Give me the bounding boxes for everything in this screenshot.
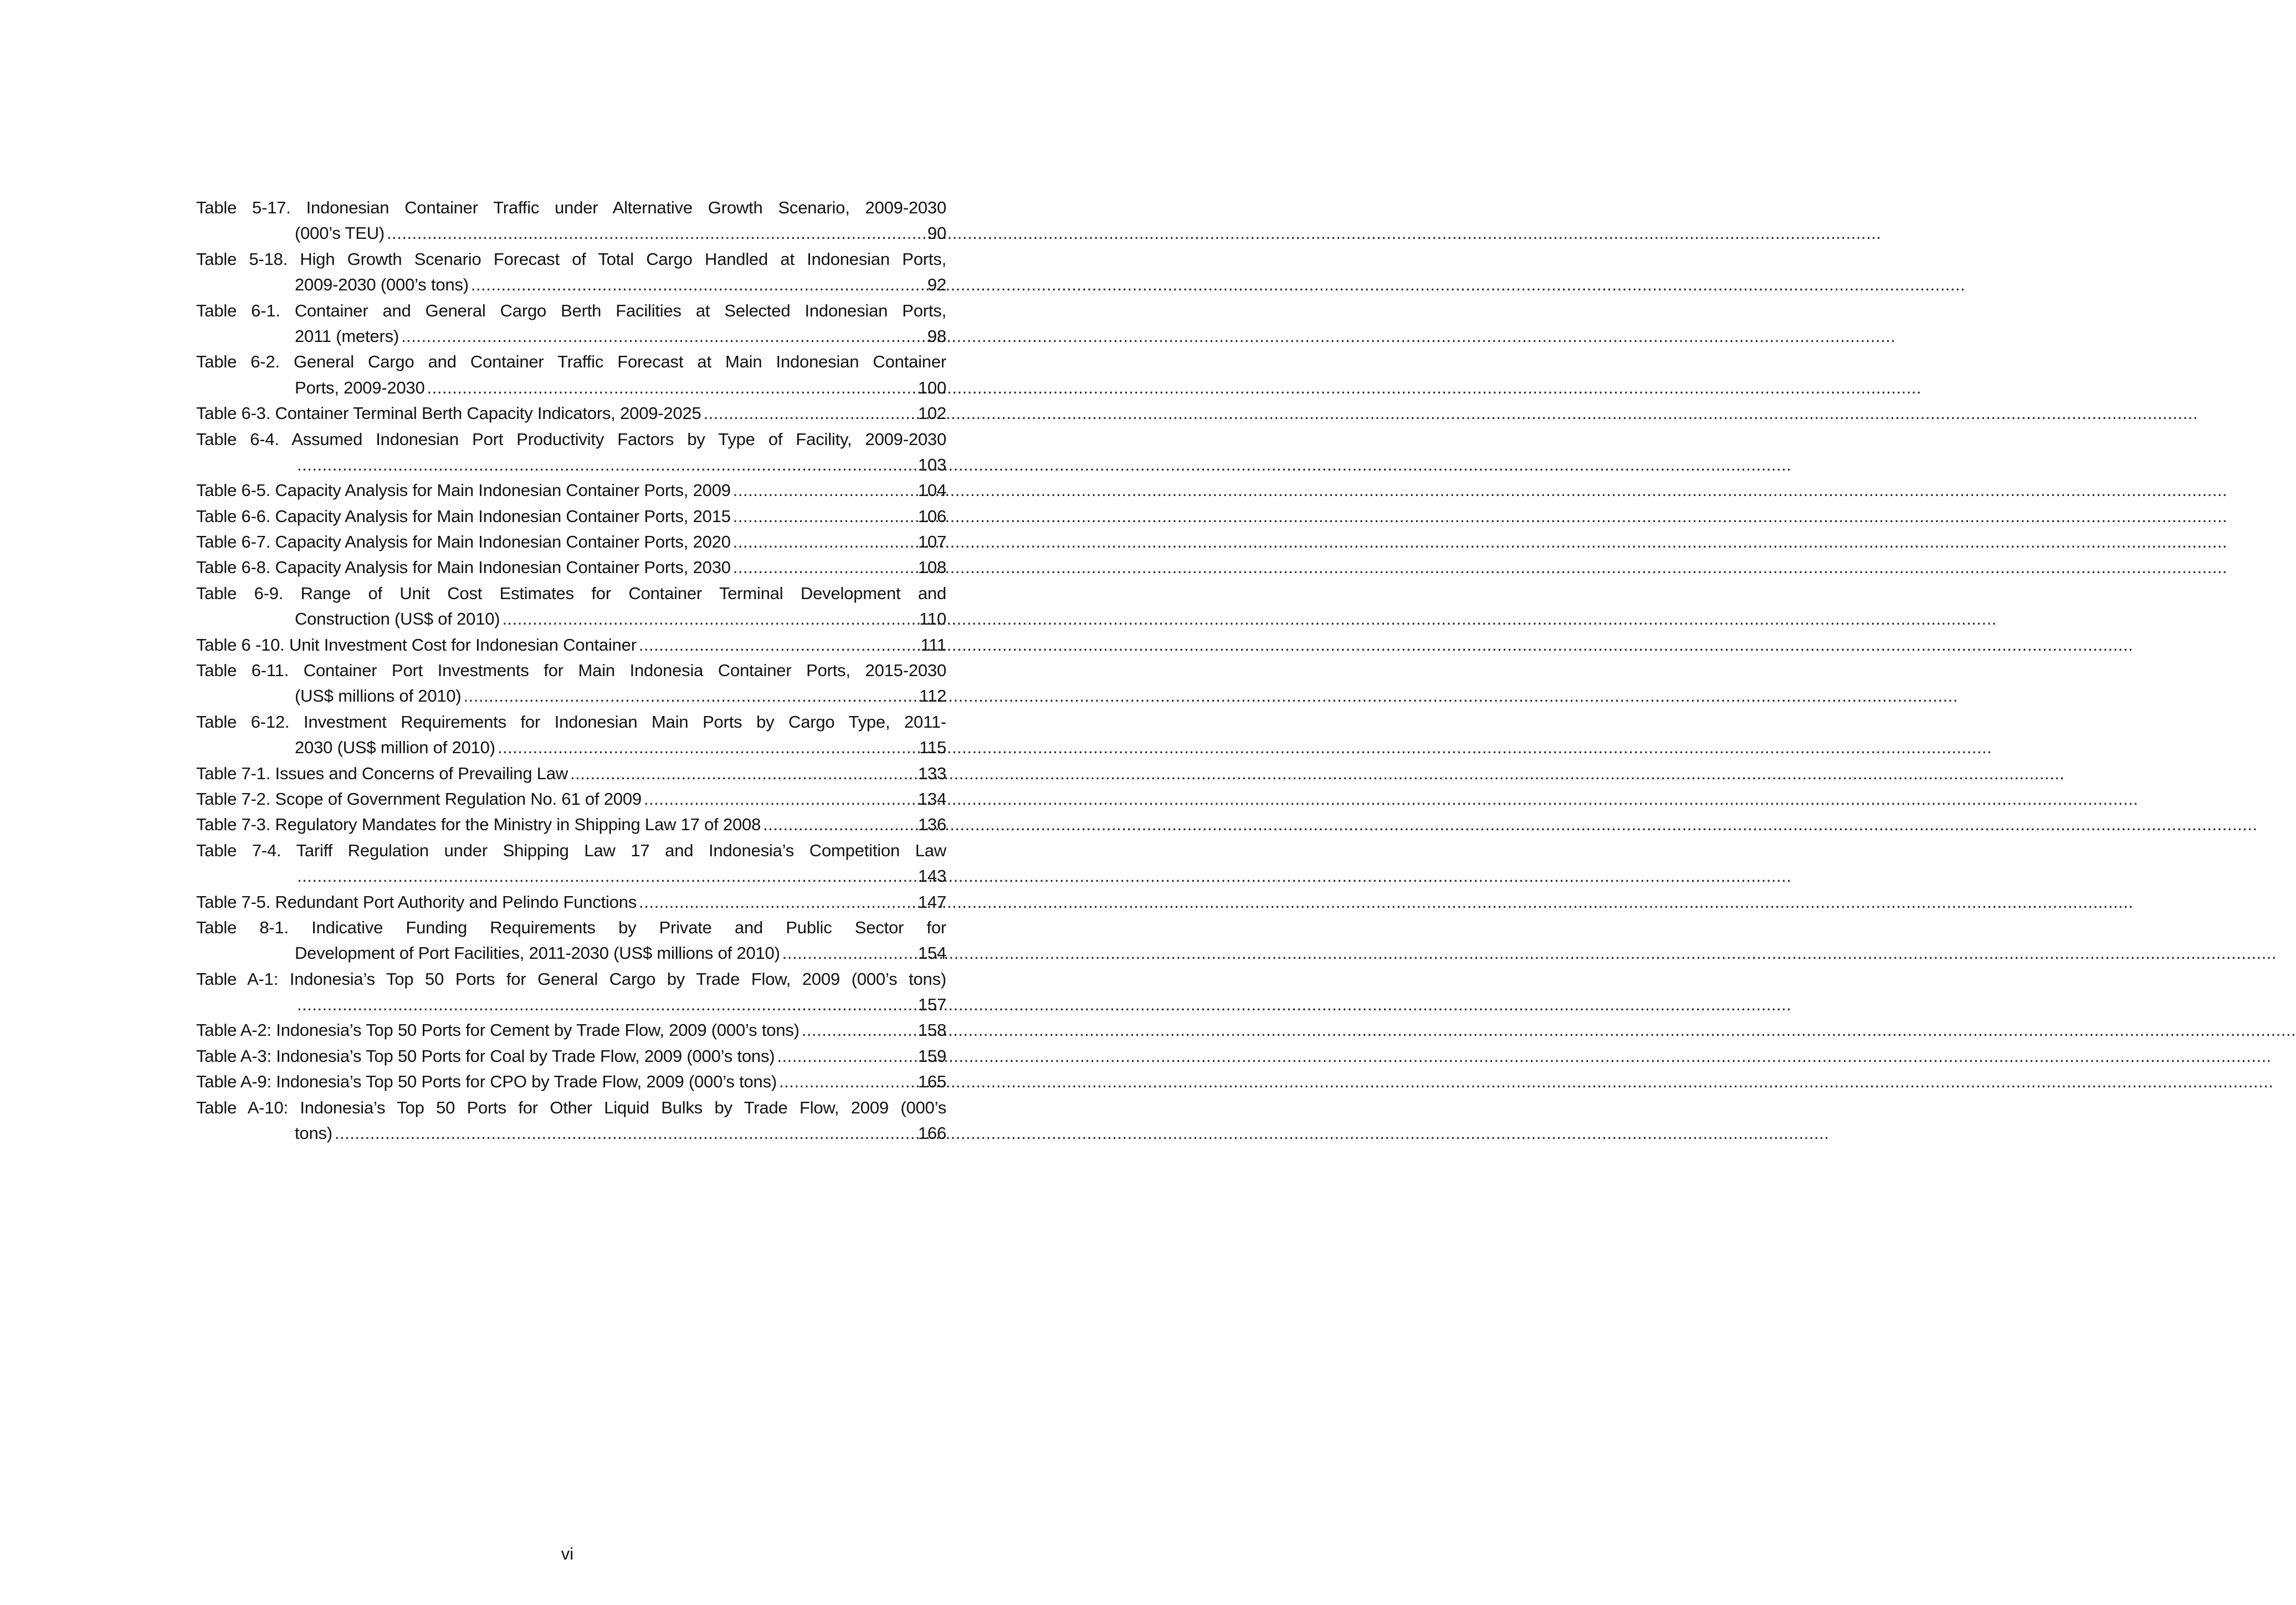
toc-entry-title: Table 8-1. Indicative Funding Requirements by Private and Public Sector for — [196, 917, 946, 937]
toc-entry[interactable] — [196, 1018, 946, 1044]
toc-entry-line — [196, 915, 946, 940]
toc-entry[interactable] — [196, 786, 946, 812]
document-page — [0, 0, 1135, 1605]
toc-entry-line — [196, 427, 946, 452]
toc-entry-title: Table A-3: Indonesia’s Top 50 Ports for Coal by Trade Flow, 2009 (000’s tons) — [196, 1046, 775, 1066]
toc-entry[interactable] — [196, 195, 946, 247]
toc-page-number: 115 — [919, 738, 946, 758]
toc-entry-title: Table A-10: Indonesia’s Top 50 Ports for Other Liquid Bulks by Trade Flow, 2009 (000’s — [196, 1097, 946, 1117]
toc-entry-last-line — [196, 1018, 946, 1044]
toc-entry[interactable] — [196, 838, 946, 890]
toc-page-number: 159 — [918, 1046, 946, 1066]
toc-page-number: 108 — [918, 558, 946, 577]
toc-entry-last-line — [196, 632, 946, 658]
toc-entry-last-line — [196, 761, 946, 786]
toc-page-number: 111 — [920, 635, 946, 655]
dot-leader — [639, 632, 919, 658]
toc-page-number: 158 — [918, 1020, 946, 1040]
toc-entry-line — [196, 709, 946, 735]
dot-leader — [387, 221, 925, 246]
dot-leader — [639, 890, 916, 915]
toc-entry[interactable] — [196, 812, 946, 837]
toc-page-number: 157 — [918, 995, 946, 1015]
list-of-tables — [196, 195, 946, 1146]
dot-leader — [782, 940, 916, 966]
toc-entry[interactable] — [196, 504, 946, 529]
dot-leader — [335, 1121, 916, 1146]
toc-entry-line — [196, 658, 946, 683]
toc-entry[interactable] — [196, 761, 946, 786]
dot-leader — [427, 375, 916, 401]
dot-leader — [498, 735, 917, 760]
toc-entry[interactable] — [196, 1095, 946, 1147]
toc-page-number: 110 — [919, 609, 946, 629]
toc-page-number: 147 — [918, 892, 946, 912]
toc-entry-last-line — [196, 478, 946, 503]
dot-leader — [401, 324, 925, 349]
toc-entry-title: Table 6-7. Capacity Analysis for Main Indonesian Container Ports, 2020 — [196, 532, 731, 552]
toc-page-number: 133 — [918, 763, 946, 783]
page-number: vi — [561, 1544, 574, 1563]
toc-entry-title: Table 6-1. Container and General Cargo Berth Facilities at Selected Indonesian Ports, — [196, 300, 946, 320]
toc-entry-line — [196, 298, 946, 324]
toc-entry-line — [196, 349, 946, 375]
toc-entry-last-line — [196, 401, 946, 426]
toc-entry-line — [196, 838, 946, 863]
toc-entry-title: Table 6-12. Investment Requirements for Indonesian Main Ports by Cargo Type, 2011- — [196, 712, 946, 732]
toc-entry[interactable] — [196, 658, 946, 709]
dot-leader — [704, 401, 916, 426]
toc-entry-title: Table 6-4. Assumed Indonesian Port Productivity Factors by Type of Facility, 2009-2030 — [196, 429, 946, 449]
dot-leader — [471, 272, 925, 298]
toc-entry-title: Construction (US$ of 2010) — [295, 609, 500, 629]
toc-entry-title: Table 6-5. Capacity Analysis for Main Indonesian Container Ports, 2009 — [196, 481, 731, 500]
toc-entry[interactable] — [196, 427, 946, 478]
toc-entry-last-line — [196, 1069, 946, 1095]
toc-page-number: 98 — [927, 326, 946, 346]
toc-entry-title: Table 6-11. Container Port Investments for Main Indonesia Container Ports, 2015-2030 — [196, 661, 946, 681]
toc-entry-last-line — [196, 324, 946, 349]
toc-entry-last-line — [196, 529, 946, 555]
toc-entry-title: 2009-2030 (000’s tons) — [295, 275, 469, 295]
dot-leader — [802, 1018, 916, 1043]
toc-page-number: 106 — [918, 506, 946, 526]
toc-entry-last-line — [196, 940, 946, 966]
toc-entry-last-line — [196, 735, 946, 760]
toc-entry-title: Table 6-2. General Cargo and Container Traffic Forecast at Main Indonesian Container — [196, 352, 946, 372]
dot-leader — [502, 606, 917, 632]
toc-entry-last-line — [196, 1044, 946, 1069]
toc-page-number: 166 — [918, 1123, 946, 1143]
toc-page-number: 154 — [918, 943, 946, 963]
toc-page-number: 143 — [918, 866, 946, 886]
toc-page-number: 107 — [918, 532, 946, 552]
toc-entry[interactable] — [196, 915, 946, 967]
toc-entry-title: Table 6 -10. Unit Investment Cost for Indonesian Container — [196, 635, 637, 655]
toc-entry[interactable] — [196, 1069, 946, 1095]
toc-entry-title: Table 6-8. Capacity Analysis for Main Indonesian Container Ports, 2030 — [196, 558, 731, 577]
toc-entry-title: Table 7-4. Tariff Regulation under Shipping Law 17 and Indonesia’s Competition Law — [196, 840, 946, 860]
toc-entry-title: Ports, 2009-2030 — [295, 377, 425, 397]
toc-entry-title: Table A-1: Indonesia’s Top 50 Ports for General Cargo by Trade Flow, 2009 (000’s tons) — [196, 969, 946, 989]
toc-entry-last-line — [196, 890, 946, 915]
dot-leader — [763, 812, 916, 837]
toc-entry[interactable] — [196, 529, 946, 555]
toc-entry-title: (000’s TEU) — [295, 223, 385, 243]
toc-page-number: 92 — [927, 275, 946, 295]
toc-entry-title: Table 5-18. High Growth Scenario Forecast of Total Cargo Handled at Indonesian Ports, — [196, 249, 946, 269]
toc-page-number: 100 — [918, 377, 946, 397]
toc-entry[interactable] — [196, 709, 946, 761]
toc-entry[interactable] — [196, 967, 946, 1018]
toc-entry[interactable] — [196, 632, 946, 658]
toc-entry-title: Table 6-6. Capacity Analysis for Main Indonesian Container Ports, 2015 — [196, 506, 731, 526]
toc-page-number: 165 — [918, 1072, 946, 1092]
toc-entry-title: Table 5-17. Indonesian Container Traffic under Alternative Growth Scenario, 2009-2030 — [196, 198, 946, 217]
toc-entry-last-line — [196, 375, 946, 401]
toc-entry-title: Table 6-9. Range of Unit Cost Estimates for Container Terminal Development and — [196, 583, 946, 603]
dot-leader — [733, 504, 916, 529]
toc-entry-last-line — [196, 452, 946, 478]
toc-entry-last-line — [196, 606, 946, 632]
toc-entry[interactable] — [196, 478, 946, 503]
toc-entry-title: Table 7-3. Regulatory Mandates for the Ministry in Shipping Law 17 of 2008 — [196, 815, 761, 835]
toc-entry-title: Table A-9: Indonesia’s Top 50 Ports for CPO by Trade Flow, 2009 (000’s tons) — [196, 1072, 777, 1092]
dot-leader — [777, 1044, 915, 1069]
toc-entry[interactable] — [196, 247, 946, 298]
dot-leader — [297, 863, 916, 889]
dot-leader — [733, 478, 916, 503]
toc-entry-title: (US$ millions of 2010) — [295, 686, 462, 706]
toc-entry-last-line — [196, 812, 946, 837]
toc-page-number: 90 — [927, 223, 946, 243]
toc-page-number: 112 — [919, 686, 946, 706]
toc-entry-last-line — [196, 272, 946, 298]
toc-entry-title: Table A-2: Indonesia’s Top 50 Ports for Cement by Trade Flow, 2009 (000’s tons) — [196, 1020, 800, 1040]
toc-entry-title: Table 7-5. Redundant Port Authority and Pelindo Functions — [196, 892, 637, 912]
toc-entry-line — [196, 195, 946, 221]
dot-leader — [297, 992, 916, 1018]
toc-entry-last-line — [196, 863, 946, 889]
toc-entry[interactable] — [196, 349, 946, 401]
toc-entry-last-line — [196, 992, 946, 1018]
toc-entry[interactable] — [196, 581, 946, 632]
toc-entry[interactable] — [196, 555, 946, 580]
dot-leader — [644, 786, 916, 812]
toc-entry-line — [196, 581, 946, 606]
toc-entry-last-line — [196, 504, 946, 529]
toc-entry[interactable] — [196, 298, 946, 350]
toc-entry-last-line — [196, 1121, 946, 1146]
dot-leader — [297, 452, 916, 478]
toc-entry-last-line — [196, 683, 946, 709]
toc-entry[interactable] — [196, 1044, 946, 1069]
toc-page-number: 136 — [918, 815, 946, 835]
toc-page-number: 103 — [918, 454, 946, 474]
toc-entry-title: 2030 (US$ million of 2010) — [295, 738, 495, 758]
dot-leader — [464, 683, 918, 709]
toc-entry[interactable] — [196, 890, 946, 915]
toc-entry-title: 2011 (meters) — [295, 326, 399, 346]
toc-entry-line — [196, 967, 946, 992]
dot-leader — [733, 555, 916, 580]
toc-entry-line — [196, 247, 946, 272]
toc-page-number: 134 — [918, 789, 946, 809]
toc-entry-title: Development of Port Facilities, 2011-2030 (US$ millions of 2010) — [295, 943, 780, 963]
toc-entry-last-line — [196, 555, 946, 580]
toc-entry-title: Table 7-2. Scope of Government Regulation No. 61 of 2009 — [196, 789, 642, 809]
toc-entry-last-line — [196, 786, 946, 812]
dot-leader — [733, 529, 916, 555]
toc-page-number: 104 — [918, 481, 946, 500]
toc-entry-title: Table 7-1. Issues and Concerns of Prevailing Law — [196, 763, 568, 783]
toc-entry-title: Table 6-3. Container Terminal Berth Capacity Indicators, 2009-2025 — [196, 403, 701, 423]
toc-entry-title: tons) — [295, 1123, 332, 1143]
dot-leader — [779, 1069, 916, 1095]
toc-entry[interactable] — [196, 401, 946, 426]
dot-leader — [570, 761, 916, 786]
toc-entry-line — [196, 1095, 946, 1121]
toc-entry-last-line — [196, 221, 946, 246]
toc-page-number: 102 — [918, 403, 946, 423]
